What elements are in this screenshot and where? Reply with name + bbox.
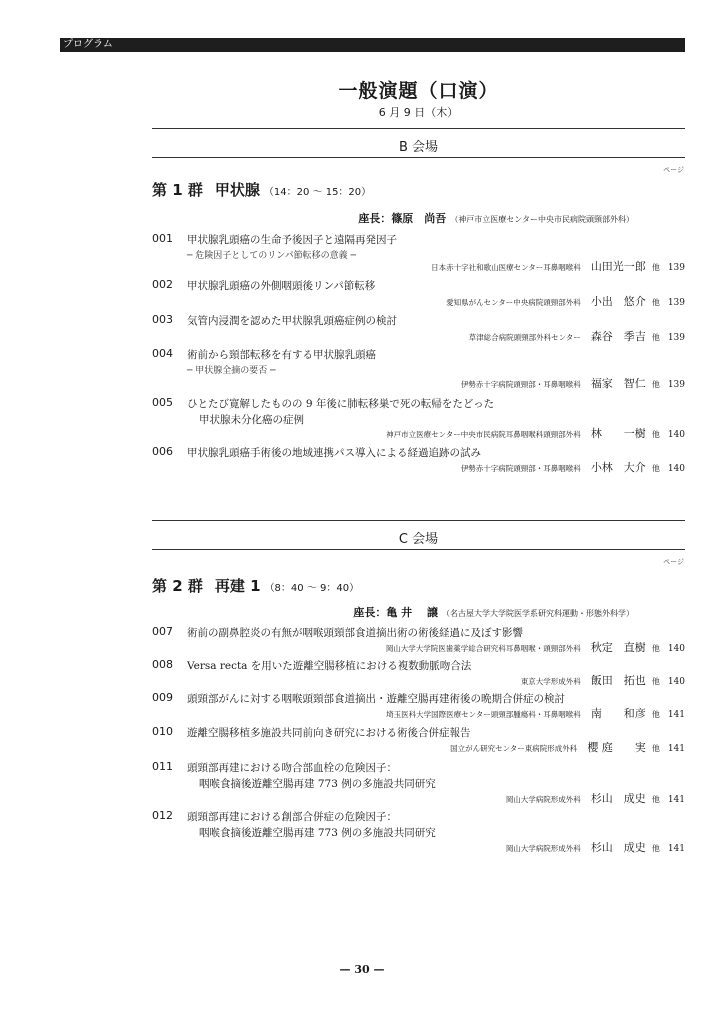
entry-meta xyxy=(461,375,685,391)
entry-title: 甲状腺乳頭癌手術後の地域連携パス導入による経過追跡の試み xyxy=(187,447,481,459)
entry-etal: 他 xyxy=(651,844,660,853)
divider xyxy=(152,157,685,158)
entry-title: 頭頸部再建における創部合併症の危険因子： xyxy=(187,811,397,823)
entry-author: 杉山 成史 xyxy=(590,841,646,854)
entry-etal: 他 xyxy=(651,644,660,653)
entry-meta xyxy=(461,459,685,475)
entry-page: 139 xyxy=(667,380,685,390)
entry-page: 140 xyxy=(667,430,685,440)
entry-affiliation: 草津総合病院頭頸部外科センター xyxy=(468,333,581,342)
entry-meta xyxy=(386,425,685,441)
entry-etal: 他 xyxy=(651,380,660,389)
entry-meta xyxy=(506,790,685,806)
entry-etal: 他 xyxy=(651,744,660,753)
chair-name: 篠原 尚吾 xyxy=(391,212,447,225)
entry-meta xyxy=(446,293,685,309)
entry-etal: 他 xyxy=(651,298,660,307)
entry-affiliation: 神戸市立医療センター中央市民病院耳鼻咽喉科頭頸部外科 xyxy=(386,430,581,439)
entry-meta xyxy=(431,258,685,274)
entry-title: 甲状腺乳頭癌の外側咽頭後リンパ節転移 xyxy=(187,280,376,292)
header-label: プログラム xyxy=(63,39,113,50)
entry-author: 森谷 季吉 xyxy=(590,330,646,343)
entry-title: 遊離空腸移植多施設共同前向き研究における術後合併症報告 xyxy=(187,727,471,739)
entry-affiliation: 東京大学形成外科 xyxy=(520,677,581,686)
entry-title-line2: 甲状腺未分化癌の症例 xyxy=(199,414,304,426)
entry-meta xyxy=(386,639,685,655)
entry-subtitle: ─ 危険因子としてのリンパ節転移の意義 ─ xyxy=(187,251,356,261)
group-title: 甲状腺 xyxy=(214,181,260,199)
entry-author: 福家 智仁 xyxy=(590,377,646,390)
entry-title: Versa recta を用いた遊離空腸移植における複数動脈吻合法 xyxy=(187,660,472,672)
entry-author: 林 一樹 xyxy=(590,427,646,440)
group-heading xyxy=(152,575,359,596)
chair-line xyxy=(353,601,634,620)
entry-etal: 他 xyxy=(651,710,660,719)
group-number: 第 1 群 xyxy=(152,181,203,199)
chair-label: 座長： xyxy=(353,606,387,619)
chair-affiliation: （名古屋大学大学院医学系研究科運動・形態外科学） xyxy=(442,609,634,618)
venue-heading: C 会場 xyxy=(398,532,439,547)
entry-number: 006 xyxy=(152,445,173,458)
group-time: （8：40 〜 9：40） xyxy=(264,583,360,594)
entry-author: 飯田 拓也 xyxy=(590,674,646,687)
entry-affiliation: 岡山大学大学院医歯薬学総合研究科耳鼻咽喉・頭頸部外科 xyxy=(385,644,581,653)
page-number: — 30 — xyxy=(339,963,385,976)
chair-label: 座長： xyxy=(358,212,392,225)
entry-number: 009 xyxy=(152,691,173,704)
entry-affiliation: 日本赤十字社和歌山医療センター耳鼻咽喉科 xyxy=(431,263,581,272)
entry-title-line2: 咽喉食摘後遊離空腸再建 773 例の多施設共同研究 xyxy=(199,827,436,839)
venue-heading: B 会場 xyxy=(398,140,439,155)
entry-author: 杉山 成史 xyxy=(590,792,646,805)
entry-title: 頭頸部がんに対する咽喉頭頸部食道摘出・遊離空腸再建術後の晩期合併症の検討 xyxy=(187,693,565,705)
entry-page: 140 xyxy=(667,677,685,687)
divider xyxy=(152,549,685,550)
entry-page: 141 xyxy=(667,744,685,754)
page-title: 一般演題（口演） xyxy=(338,80,499,102)
entry-number: 001 xyxy=(152,232,173,245)
entry-author: 秋定 直樹 xyxy=(590,641,646,654)
session-date: 6 月 9 日（木） xyxy=(378,106,459,119)
entry-number: 007 xyxy=(152,625,173,638)
divider xyxy=(152,520,685,521)
entry-etal: 他 xyxy=(651,677,660,686)
entry-meta xyxy=(506,839,685,855)
entry-title: 術前の副鼻腔炎の有無が咽喉頭頸部食道摘出術の術後経過に及ぼす影響 xyxy=(187,627,523,639)
entry-etal: 他 xyxy=(651,263,660,272)
entry-number: 011 xyxy=(152,760,173,773)
entry-etal: 他 xyxy=(651,430,660,439)
entry-title: ひとたび寛解したものの 9 年後に肺転移巣で死の転帰をたどった xyxy=(187,398,495,410)
entry-number: 003 xyxy=(152,313,173,326)
entry-etal: 他 xyxy=(651,464,660,473)
page-column-label: ページ xyxy=(663,166,684,174)
entry-affiliation: 愛知県がんセンター中央病院頭頸部外科 xyxy=(446,298,581,307)
entry-number: 008 xyxy=(152,658,173,671)
entry-page: 141 xyxy=(667,795,685,805)
entry-author: 小出 悠介 xyxy=(590,295,646,308)
entry-etal: 他 xyxy=(651,795,660,804)
entry-author: 櫻 庭 実 xyxy=(587,741,646,754)
entry-affiliation: 国立がん研究センター東病院形成外科 xyxy=(450,744,578,753)
chair-affiliation: （神戸市立医療センター中央市民病院頭頸部外科） xyxy=(450,215,634,224)
entry-title: 術前から頸部転移を有する甲状腺乳頭癌 xyxy=(187,349,376,361)
entry-meta xyxy=(521,672,685,688)
entry-affiliation: 伊勢赤十字病院頭頸部・耳鼻咽喉科 xyxy=(460,464,581,473)
group-number: 第 2 群 xyxy=(152,577,203,595)
entry-title: 頭頸部再建における吻合部血栓の危険因子： xyxy=(187,762,397,774)
entry-author: 小林 大介 xyxy=(590,461,646,474)
entry-affiliation: 岡山大学病院形成外科 xyxy=(505,844,581,853)
entry-subtitle: ─ 甲状腺全摘の要否 ─ xyxy=(187,366,276,376)
entry-number: 005 xyxy=(152,396,173,409)
entry-page: 141 xyxy=(667,844,685,854)
entry-meta xyxy=(469,328,685,344)
divider xyxy=(152,128,685,129)
entry-number: 010 xyxy=(152,725,173,738)
entry-number: 004 xyxy=(152,347,173,360)
entry-title-line2: 咽喉食摘後遊離空腸再建 773 例の多施設共同研究 xyxy=(199,778,436,790)
entry-page: 140 xyxy=(667,644,685,654)
entry-page: 139 xyxy=(667,263,685,273)
entry-etal: 他 xyxy=(651,333,660,342)
chair-line xyxy=(358,207,634,226)
entry-author: 山田光一郎 xyxy=(590,260,646,273)
chair-name: 亀 井 譲 xyxy=(386,606,438,619)
group-title: 再建 1 xyxy=(214,577,261,595)
entry-affiliation: 埼玉医科大学国際医療センター頭頸部腫瘍科・耳鼻咽喉科 xyxy=(386,710,581,719)
page-column-label: ページ xyxy=(663,558,684,566)
entry-title: 気管内浸潤を認めた甲状腺乳頭癌症例の検討 xyxy=(187,315,397,327)
header-bar xyxy=(60,38,685,52)
entry-page: 139 xyxy=(667,333,685,343)
entry-affiliation: 伊勢赤十字病院頭頸部・耳鼻咽喉科 xyxy=(460,380,581,389)
entry-page: 140 xyxy=(667,464,685,474)
entry-title: 甲状腺乳頭癌の生命予後因子と遠隔再発因子 xyxy=(187,234,397,246)
entry-meta xyxy=(450,739,685,755)
entry-number: 012 xyxy=(152,809,173,822)
entry-author: 南 和彦 xyxy=(590,707,646,720)
entry-affiliation: 岡山大学病院形成外科 xyxy=(505,795,581,804)
entry-meta xyxy=(386,705,685,721)
entry-page: 139 xyxy=(667,298,685,308)
entry-number: 002 xyxy=(152,278,173,291)
group-heading xyxy=(152,179,371,200)
entry-page: 141 xyxy=(667,710,685,720)
group-time: （14：20 〜 15：20） xyxy=(263,187,372,198)
